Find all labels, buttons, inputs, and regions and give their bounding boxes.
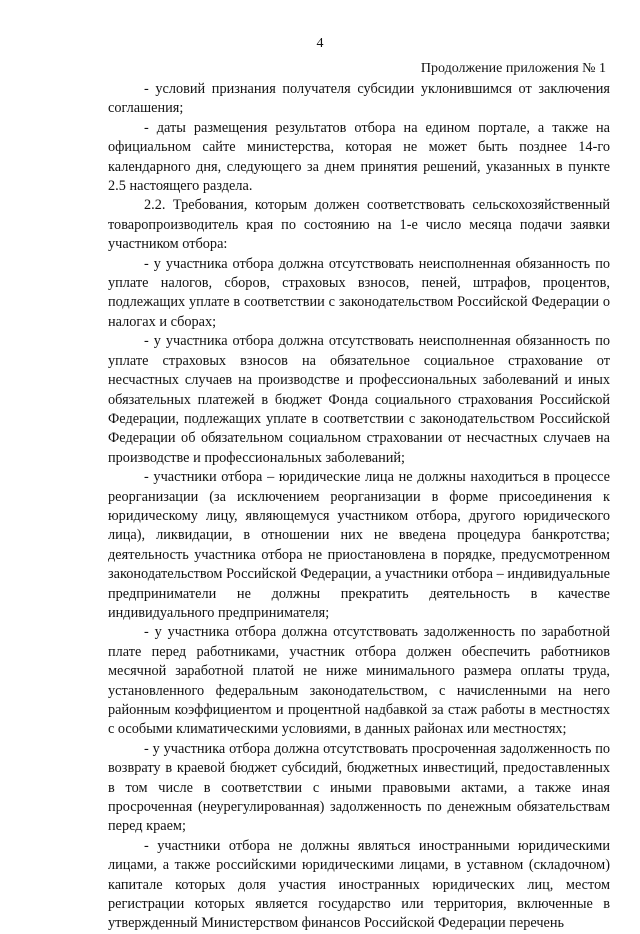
paragraph: - у участника отбора должна отсутствовать задолженность по заработной плате перед работниками, участник отбора должен обеспечить работников месячной заработной платой не ниже минимального размера оплаты труда, установленного федеральным законодательством, с начисленными на него районным коэффициентом и процентной надбавкой за стаж работы в местностях с особыми климатическими условиями, в данных районах или местностях; bbox=[108, 624, 610, 738]
paragraph: - участники отбора не должны являться иностранными юридическими лицами, а также российскими юридическими лицами, в уставном (складочном) капитале которых доля участия иностранных юридических лиц, местом регистрации которых является государство или территория, включенные в утвержденный Министерством финансов Российской Федерации перечень bbox=[108, 837, 610, 932]
paragraph: - даты размещения результатов отбора на едином портале, а также на официальном сайте министерства, которая не может быть позднее 14-го календарного дня, следующего за днем принятия решений, указанных в пункте 2.5 настоящего раздела. bbox=[108, 119, 610, 195]
paragraph: 2.2. Требования, которым должен соответствовать сельскохозяйственный товаропроизводитель края по состоянию на 1-е число месяца подачи заявки участником отбора: bbox=[108, 197, 610, 253]
appendix-continuation-header: Продолжение приложения № 1 bbox=[420, 61, 606, 76]
paragraph: - участники отбора – юридические лица не должны находиться в процессе реорганизации (за исключением реорганизации в форме присоединения к юридическому лицу, являющемуся участником отбора, другого юридического лица), ликвидации, в отношении них не введена процедура банкротства; деятельность участника отбора не приостановлена в порядке, предусмотренном законодательством Российской Федерации, а участники отбора – индивидуальные предприниматели не должны прекратить деятельность в качестве индивидуального предпринимателя; bbox=[108, 469, 610, 621]
paragraph: - у участника отбора должна отсутствовать неисполненная обязанность по уплате налогов, сборов, страховых взносов, пеней, штрафов, процентов, подлежащих уплате в соответствии с законодательством Российской Федерации о налогах и сборах; bbox=[108, 255, 610, 330]
page-number: 4 bbox=[316, 36, 324, 51]
paragraph: - условий признания получателя субсидии уклонившимся от заключения соглашения; bbox=[108, 81, 610, 117]
paragraph: - у участника отбора должна отсутствовать неисполненная обязанность по уплате страховых взносов на обязательное социальное страхование от несчастных случаев на производстве и профессиональных заболеваний и иных обязательных платежей в бюджет Фонда социального страхования Российской Федерации, подлежащих уплате в соответствии с законодательством Российской Федерации об обязательном социальном страховании от несчастных случаев на производстве и профессиональных заболеваний; bbox=[108, 333, 610, 466]
document-body bbox=[108, 80, 610, 934]
paragraph: - у участника отбора должна отсутствовать просроченная задолженность по возврату в краевой бюджет субсидий, бюджетных инвестиций, предоставленных в том числе в соответствии с иными правовыми актами, а также иная просроченная (неурегулированная) задолженность по денежным обязательствам перед краем; bbox=[108, 740, 610, 835]
